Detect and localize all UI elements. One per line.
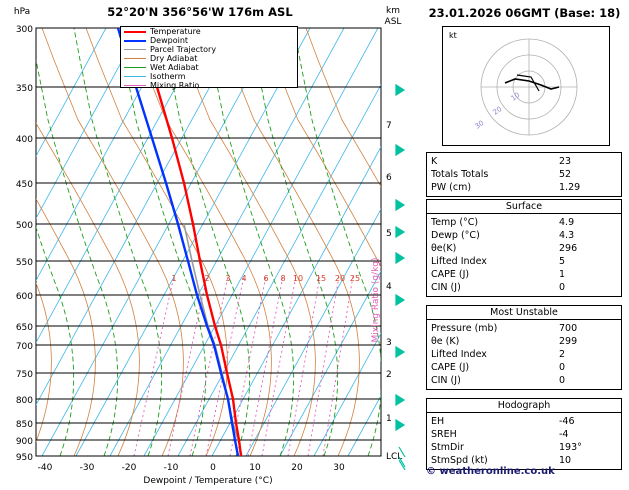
svg-text:20: 20: [491, 104, 504, 117]
svg-text:25: 25: [349, 274, 361, 283]
surface-header: Surface: [427, 200, 621, 214]
hodo-key: StmSpd (kt): [431, 455, 488, 466]
date-header: [420, 0, 629, 26]
svg-text:2: 2: [204, 274, 210, 283]
svg-text:0: 0: [210, 463, 216, 473]
svg-text:650: 650: [15, 323, 33, 333]
index-row: [427, 181, 621, 196]
surface-value: 4.9: [559, 217, 575, 228]
mu-row: [427, 348, 621, 361]
height-axis-labels: [386, 121, 402, 462]
mu-value: 0: [559, 375, 566, 386]
svg-text:450: 450: [15, 180, 33, 190]
svg-text:8: 8: [280, 274, 286, 283]
legend-swatch-mixing-ratio: [124, 85, 146, 86]
svg-text:3: 3: [225, 274, 231, 283]
svg-text:-40: -40: [37, 463, 53, 473]
index-value: 52: [559, 169, 572, 180]
hodograph-unit-label: kt: [449, 31, 457, 40]
svg-text:-10: -10: [163, 463, 179, 473]
legend-swatch-parcel: [124, 49, 146, 50]
svg-text:7: 7: [386, 121, 392, 131]
mu-row: [427, 320, 621, 335]
surface-key: Dewp (°C): [431, 230, 480, 241]
svg-text:30: 30: [333, 463, 345, 473]
svg-text:5: 5: [386, 229, 392, 239]
index-key: Totals Totals: [431, 169, 489, 180]
mu-key: CAPE (J): [431, 362, 470, 373]
svg-text:10: 10: [292, 274, 304, 283]
wind-barb-column: [396, 85, 405, 470]
legend-swatch-dry-adiabat: [124, 58, 146, 59]
hodograph-svg: [443, 27, 609, 145]
legend-item: [124, 73, 297, 82]
svg-text:900: 900: [15, 437, 33, 447]
index-row: [427, 153, 621, 168]
index-key: PW (cm): [431, 182, 472, 193]
hodograph-ring-labels: [474, 91, 522, 131]
mu-value: 2: [559, 349, 566, 360]
svg-text:350: 350: [15, 84, 33, 94]
surface-row: [427, 281, 621, 296]
legend-swatch-wet-adiabat: [124, 67, 146, 68]
most-unstable-table: [426, 305, 622, 390]
hodo-value: 193°: [559, 442, 582, 453]
km-label: km: [386, 6, 400, 16]
mu-row: [427, 361, 621, 374]
svg-text:20: 20: [291, 463, 303, 473]
hodo-row: [427, 413, 621, 428]
svg-text:10: 10: [509, 90, 522, 103]
indices-table: [426, 152, 622, 197]
svg-text:6: 6: [263, 274, 269, 283]
surface-value: 5: [559, 256, 566, 267]
pressure-axis-labels: [16, 25, 33, 463]
legend-item: [124, 64, 297, 73]
mu-row: [427, 374, 621, 389]
hodo-value: -46: [559, 416, 575, 427]
legend-swatch-dewpoint: [124, 40, 146, 42]
hodograph-values-table: [426, 398, 622, 470]
svg-text:-20: -20: [121, 463, 137, 473]
svg-text:1: 1: [171, 274, 177, 283]
hodo-key: SREH: [431, 429, 457, 440]
legend-item: [124, 82, 297, 91]
svg-text:15: 15: [315, 274, 327, 283]
hodo-key: StmDir: [431, 442, 464, 453]
pressure-unit-label: hPa: [13, 7, 31, 17]
legend-item: [124, 55, 297, 64]
most-unstable-header: Most Unstable: [427, 306, 621, 320]
mu-key: θe (K): [431, 336, 460, 347]
svg-text:850: 850: [15, 420, 33, 430]
asl-label: ASL: [384, 17, 402, 27]
svg-text:10: 10: [249, 463, 261, 473]
svg-text:600: 600: [15, 292, 33, 302]
legend-label-dewpoint: Dewpoint: [150, 35, 189, 45]
surface-row: [427, 229, 621, 242]
svg-text:950: 950: [15, 453, 33, 463]
mu-key: Lifted Index: [431, 349, 487, 360]
x-axis-title: Dewpoint / Temperature (°C): [143, 476, 273, 486]
svg-text:400: 400: [15, 135, 33, 145]
surface-value: 0: [559, 282, 566, 293]
surface-key: Lifted Index: [431, 256, 487, 267]
mu-key: Pressure (mb): [431, 323, 498, 334]
surface-value: 4.3: [559, 230, 575, 241]
svg-text:500: 500: [15, 221, 33, 231]
surface-row: [427, 255, 621, 268]
index-key: K: [431, 156, 438, 167]
hodograph-box: [442, 26, 610, 146]
surface-value: 296: [559, 243, 578, 254]
mu-value: 0: [559, 362, 566, 373]
surface-row: [427, 268, 621, 281]
svg-text:-30: -30: [79, 463, 95, 473]
svg-text:1: 1: [386, 414, 392, 424]
index-value: 23: [559, 156, 572, 167]
surface-row: [427, 214, 621, 229]
surface-key: Temp (°C): [431, 217, 479, 228]
hodo-row: [427, 428, 621, 441]
temperature-axis-labels: [38, 463, 345, 473]
mu-value: 700: [559, 323, 578, 334]
hodo-value: -4: [559, 429, 569, 440]
svg-text:2: 2: [386, 370, 392, 380]
mu-value: 299: [559, 336, 578, 347]
surface-key: CAPE (J): [431, 269, 470, 280]
surface-row: [427, 242, 621, 255]
svg-text:4: 4: [386, 282, 392, 292]
svg-text:LCL: LCL: [386, 452, 403, 462]
legend-label-isotherm: Isotherm: [150, 71, 186, 81]
mu-key: CIN (J): [431, 375, 461, 386]
legend-item: [124, 28, 297, 37]
mu-row: [427, 335, 621, 348]
hodo-key: EH: [431, 416, 445, 427]
svg-text:300: 300: [15, 25, 33, 35]
legend-swatch-isotherm: [124, 76, 146, 77]
date-title: 23.01.2026 06GMT (Base: 18): [428, 6, 621, 20]
svg-text:800: 800: [15, 396, 33, 406]
right-panel: [420, 0, 629, 486]
hodograph-header: Hodograph: [427, 399, 621, 413]
svg-text:700: 700: [15, 342, 33, 352]
surface-key: CIN (J): [431, 282, 461, 293]
surface-table: [426, 199, 622, 297]
legend-item: [124, 37, 297, 46]
mixing-ratio-axis-title: Mixing Ratio (g/kg): [371, 257, 381, 343]
hodo-value: 10: [559, 455, 572, 466]
legend-label-dry-adiabat: Dry Adiabat: [150, 53, 198, 63]
legend-label-wet-adiabat: Wet Adiabat: [150, 62, 199, 72]
svg-text:3: 3: [386, 338, 392, 348]
legend-swatch-temperature: [124, 31, 146, 33]
svg-text:550: 550: [15, 258, 33, 268]
svg-text:4: 4: [241, 274, 247, 283]
svg-text:20: 20: [334, 274, 346, 283]
legend-label-mixing-ratio: Mixing Ratio: [150, 80, 200, 90]
legend-label-parcel: Parcel Trajectory: [150, 44, 217, 54]
svg-text:6: 6: [386, 173, 392, 183]
surface-value: 1: [559, 269, 566, 280]
svg-text:30: 30: [473, 118, 486, 131]
svg-text:750: 750: [15, 370, 33, 380]
surface-key: θe(K): [431, 243, 457, 254]
credit-text: © weatheronline.co.uk: [426, 466, 555, 477]
index-row: [427, 168, 621, 181]
legend-item: [124, 46, 297, 55]
hodograph-axes: [481, 39, 577, 135]
legend-box: [120, 26, 298, 88]
index-value: 1.29: [559, 182, 581, 193]
station-title: 52°20'N 356°56'W 176m ASL: [107, 5, 293, 19]
hodo-row: [427, 441, 621, 454]
legend-label-temperature: Temperature: [150, 26, 201, 36]
